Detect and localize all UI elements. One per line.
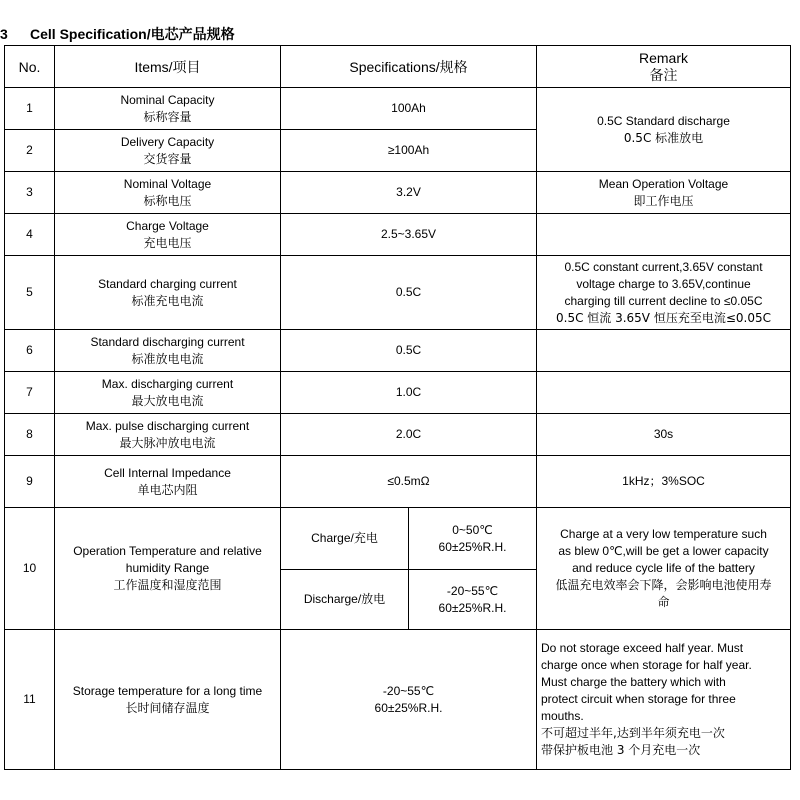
row-no: 3	[5, 172, 55, 214]
row-no: 6	[5, 330, 55, 372]
remark-cell: 1kHz；3%SOC	[537, 456, 791, 508]
remark-line: 0.5C 标准放电	[623, 130, 704, 145]
spec-value: ≤0.5mΩ	[281, 456, 537, 508]
item-name-zh: 长时间储存温度	[125, 700, 210, 715]
item-name-en: Storage temperature for a long time	[72, 683, 263, 698]
item-cell	[55, 414, 281, 456]
remark-cell	[537, 172, 791, 214]
row-no: 11	[5, 630, 55, 770]
row-no: 4	[5, 214, 55, 256]
remark-line: Mean Operation Voltage	[598, 176, 729, 191]
item-name-zh: 标准放电电流	[131, 351, 204, 366]
remark-line: mouths.	[541, 709, 584, 723]
item-name-en: Delivery Capacity	[120, 134, 215, 149]
charge-humidity: 60±25%R.H.	[438, 539, 507, 554]
item-cell	[55, 508, 281, 630]
item-name-zh: 最大放电电流	[131, 393, 204, 408]
discharge-humidity: 60±25%R.H.	[438, 600, 507, 615]
table-row	[5, 630, 791, 770]
charge-temperature: 0~50℃	[452, 522, 493, 537]
table-row	[5, 256, 791, 330]
remark-line: charge once when storage for half year.	[541, 658, 752, 672]
spec-value: ≥100Ah	[281, 130, 537, 172]
item-cell	[55, 456, 281, 508]
charge-condition	[409, 508, 537, 570]
item-cell	[55, 88, 281, 130]
table-row	[5, 214, 791, 256]
item-name-zh: 单电芯内阻	[137, 482, 198, 497]
header-specifications: Specifications/规格	[281, 46, 537, 88]
item-cell	[55, 630, 281, 770]
table-row	[5, 508, 791, 570]
row-no: 2	[5, 130, 55, 172]
item-cell	[55, 330, 281, 372]
item-name-zh: 标准充电电流	[131, 293, 204, 308]
header-items: Items/项目	[55, 46, 281, 88]
table-row	[5, 172, 791, 214]
section-title: Cell Specification/电芯产品规格	[30, 26, 235, 42]
row-no: 1	[5, 88, 55, 130]
spec-value: 3.2V	[281, 172, 537, 214]
remark-line: 不可超过半年,达到半年须充电一次	[541, 726, 725, 740]
row-no: 9	[5, 456, 55, 508]
table-row	[5, 456, 791, 508]
section-number: 3	[0, 26, 8, 42]
item-name-en: Operation Temperature and relative humidity Range	[73, 544, 262, 575]
item-cell	[55, 256, 281, 330]
remark-line: Do not storage exceed half year. Must	[541, 641, 744, 655]
section-heading	[0, 24, 235, 44]
item-name-en: Nominal Voltage	[123, 176, 212, 191]
item-name-en: Charge Voltage	[126, 218, 209, 233]
remark-line: 0.5C Standard discharge	[597, 113, 730, 128]
remark-cell	[537, 630, 791, 770]
remark-cell	[537, 372, 791, 414]
discharge-label: Discharge/放电	[281, 570, 409, 630]
discharge-condition	[409, 570, 537, 630]
item-cell	[55, 372, 281, 414]
remark-line: 0.5C constant current,3.65V constant	[564, 259, 763, 274]
item-cell	[55, 130, 281, 172]
cell-specification-table	[4, 45, 791, 770]
item-cell	[55, 172, 281, 214]
item-name-zh: 最大脉冲放电电流	[119, 435, 216, 450]
header-remark	[537, 46, 791, 88]
item-name-en: Max. pulse discharging current	[85, 418, 250, 433]
header-remark-en: Remark	[638, 49, 688, 66]
item-name-en: Standard discharging current	[90, 334, 245, 349]
row-no: 7	[5, 372, 55, 414]
item-name-en: Standard charging current	[98, 276, 237, 291]
remark-cell	[537, 214, 791, 256]
remark-cell	[537, 256, 791, 330]
table-row	[5, 330, 791, 372]
remark-cell	[537, 330, 791, 372]
remark-line: Charge at a very low temperature such	[560, 527, 767, 541]
item-name-en: Nominal Capacity	[120, 92, 215, 107]
spec-value	[281, 630, 537, 770]
item-cell	[55, 214, 281, 256]
discharge-temperature: -20~55℃	[446, 583, 499, 598]
remark-line: as blew 0℃,will be get a lower capacity	[558, 544, 769, 558]
storage-temperature: -20~55℃	[382, 683, 435, 698]
remark-cell: 30s	[537, 414, 791, 456]
item-name-zh: 充电电压	[143, 235, 192, 250]
remark-merged	[537, 88, 791, 172]
storage-humidity: 60±25%R.H.	[374, 700, 443, 715]
remark-line: 0.5C 恒流 3.65V 恒压充至电流≤0.05C	[556, 310, 771, 325]
item-name-zh: 标称电压	[143, 193, 192, 208]
spec-value: 100Ah	[281, 88, 537, 130]
header-remark-zh: 备注	[649, 67, 678, 84]
remark-line: Must charge the battery which with	[541, 675, 726, 689]
remark-line: 命	[657, 595, 670, 609]
item-name-zh: 交货容量	[143, 151, 192, 166]
remark-line: and reduce cycle life of the battery	[572, 561, 755, 575]
remark-line: 带保护板电池 3 个月充电一次	[541, 743, 701, 757]
row-no: 5	[5, 256, 55, 330]
item-name-zh: 工作温度和湿度范围	[113, 578, 222, 592]
table-row	[5, 372, 791, 414]
remark-cell	[537, 508, 791, 630]
remark-line: voltage charge to 3.65V,continue	[576, 276, 751, 291]
remark-line: charging till current decline to ≤0.05C	[564, 293, 763, 308]
table-row	[5, 88, 791, 130]
spec-value: 1.0C	[281, 372, 537, 414]
remark-line: 即工作电压	[633, 193, 694, 208]
spec-value: 0.5C	[281, 330, 537, 372]
remark-line: protect circuit when storage for three	[541, 692, 736, 706]
header-row	[5, 46, 791, 88]
item-name-zh: 标称容量	[143, 109, 192, 124]
row-no: 8	[5, 414, 55, 456]
row-no: 10	[5, 508, 55, 630]
spec-value: 2.0C	[281, 414, 537, 456]
header-no: No.	[5, 46, 55, 88]
remark-line: 低温充电效率会下降，会影响电池使用寿	[555, 578, 772, 592]
spec-value: 2.5~3.65V	[281, 214, 537, 256]
charge-label: Charge/充电	[281, 508, 409, 570]
table-row	[5, 414, 791, 456]
spec-value: 0.5C	[281, 256, 537, 330]
item-name-en: Max. discharging current	[101, 376, 234, 391]
item-name-en: Cell Internal Impedance	[104, 465, 231, 480]
